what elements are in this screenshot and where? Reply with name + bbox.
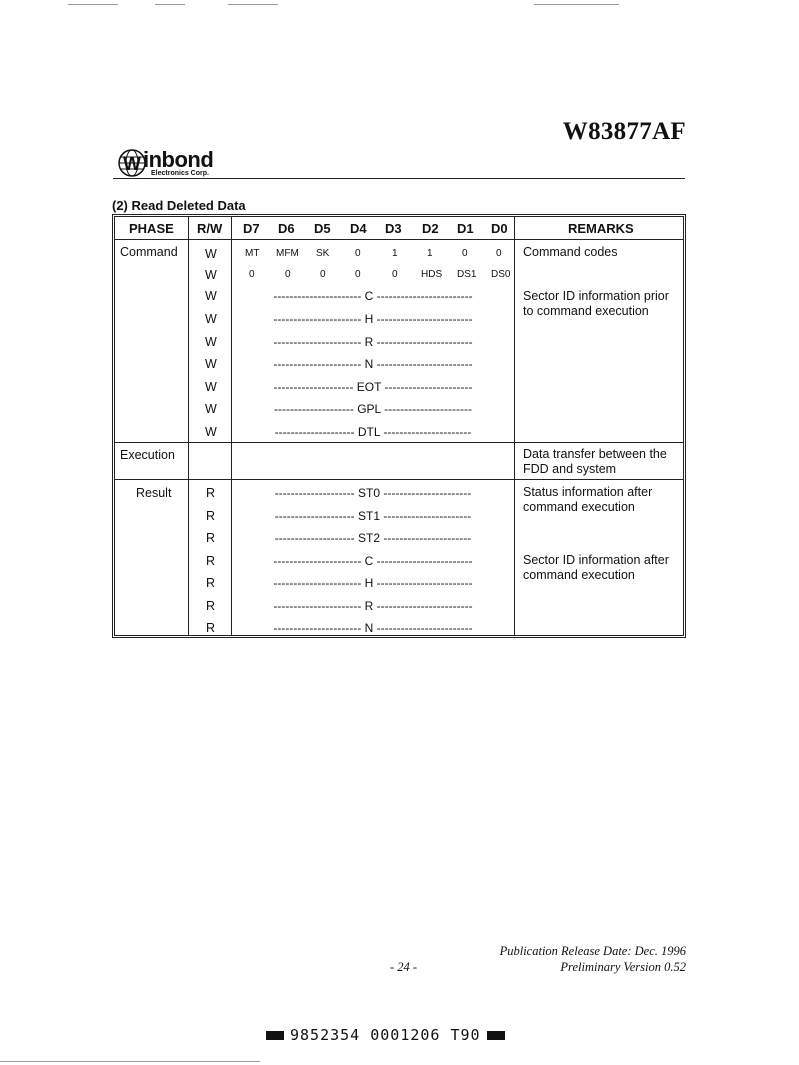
rw-result-7: R	[206, 621, 216, 635]
header-d7: D7	[243, 221, 260, 236]
scan-artifact-top-left	[68, 4, 118, 5]
scan-artifact-top-right	[534, 4, 619, 5]
release-date: Publication Release Date: Dec. 1996	[499, 944, 686, 958]
part-number: W83877AF	[562, 118, 686, 145]
bit-d5-row1: SK	[316, 248, 330, 259]
rw-command-9: W	[205, 425, 217, 439]
barcode-text: 9852354 0001206 T90	[290, 1026, 481, 1044]
remark-execution-2: FDD and system	[523, 462, 617, 476]
company-logo	[117, 148, 227, 182]
field-eot: -------------------- EOT ----------------------	[273, 380, 473, 394]
bit-d7-row2: 0	[249, 269, 255, 280]
col-divider-remarks	[514, 217, 515, 635]
bit-d3-row2: 0	[392, 269, 398, 280]
remark-status-2: command execution	[523, 500, 635, 514]
rw-command-3: W	[205, 289, 217, 303]
logo-initial: W	[123, 154, 141, 175]
rw-command-4: W	[205, 312, 217, 326]
remark-sector-after-1: Sector ID information after	[523, 553, 669, 567]
remark-status-1: Status information after	[523, 485, 653, 499]
barcode	[260, 1026, 511, 1044]
remark-sector-prior-1: Sector ID information prior	[523, 289, 669, 303]
header-d5: D5	[314, 221, 331, 236]
field-dtl: -------------------- DTL ----------------------	[274, 425, 472, 439]
barcode-block-right	[487, 1031, 505, 1040]
section-title: (2) Read Deleted Data	[112, 198, 246, 213]
row-divider-result	[115, 479, 683, 480]
scan-artifact-top-mid2	[228, 4, 278, 5]
rw-result-1: R	[206, 486, 216, 500]
remark-sector-prior-2: to command execution	[523, 304, 649, 318]
remark-command-codes: Command codes	[523, 245, 618, 259]
rw-command-5: W	[205, 335, 217, 349]
bit-d3-row1: 1	[392, 248, 398, 259]
header-d6: D6	[278, 221, 295, 236]
rw-command-2: W	[205, 268, 217, 282]
rw-result-4: R	[206, 554, 216, 568]
header-remarks: REMARKS	[568, 221, 634, 236]
bit-d0-row1: 0	[496, 248, 502, 259]
bit-d1-row2: DS1	[457, 269, 477, 280]
rw-command-8: W	[205, 402, 217, 416]
header-d1: D1	[457, 221, 474, 236]
header-phase: PHASE	[129, 221, 174, 236]
field-c: ---------------------- C ------------------------	[273, 289, 473, 303]
row-divider-execution	[115, 442, 683, 443]
bit-d5-row2: 0	[320, 269, 326, 280]
field-h: ---------------------- H ------------------------	[273, 312, 473, 326]
phase-result: Result	[136, 486, 172, 500]
version: Preliminary Version 0.52	[560, 960, 686, 974]
row-divider-header	[115, 239, 683, 240]
remark-sector-after-2: command execution	[523, 568, 635, 582]
rw-result-2: R	[206, 509, 216, 523]
header-d4: D4	[350, 221, 367, 236]
field-result-c: ---------------------- C ------------------------	[273, 554, 473, 568]
phase-execution: Execution	[120, 448, 175, 462]
field-r: ---------------------- R ------------------------	[273, 335, 473, 349]
bit-d6-row2: 0	[285, 269, 291, 280]
header-d2: D2	[422, 221, 439, 236]
rw-result-5: R	[206, 576, 216, 590]
rw-command-7: W	[205, 380, 217, 394]
header-rw: R/W	[197, 221, 223, 236]
phase-command: Command	[120, 245, 178, 259]
bit-d7-row1: MT	[245, 248, 260, 259]
bit-d2-row2: HDS	[421, 269, 443, 280]
rw-result-6: R	[206, 599, 216, 613]
bit-d0-row2: DS0	[491, 269, 511, 280]
field-result-r: ---------------------- R ------------------------	[273, 599, 473, 613]
field-st2: -------------------- ST2 ----------------------	[274, 531, 472, 545]
field-result-h: ---------------------- H ------------------------	[273, 576, 473, 590]
field-result-n: ---------------------- N ------------------------	[273, 621, 473, 635]
remark-execution-1: Data transfer between the	[523, 447, 667, 461]
rw-result-3: R	[206, 531, 216, 545]
rw-command-6: W	[205, 357, 217, 371]
field-gpl: -------------------- GPL ----------------------	[273, 402, 473, 416]
scan-artifact-bottom	[0, 1061, 260, 1062]
bit-d4-row2: 0	[355, 269, 361, 280]
scan-artifact-top-mid	[155, 4, 185, 5]
field-st0: -------------------- ST0 ----------------------	[274, 486, 472, 500]
header-rule	[113, 178, 685, 179]
page-number: - 24 -	[390, 960, 418, 974]
bit-d4-row1: 0	[355, 248, 361, 259]
bit-d6-row1: MFM	[276, 248, 299, 259]
header-d0: D0	[491, 221, 508, 236]
field-st1: -------------------- ST1 ----------------------	[274, 509, 472, 523]
field-n: ---------------------- N ------------------------	[273, 357, 473, 371]
bit-d1-row1: 0	[462, 248, 468, 259]
bit-d2-row1: 1	[427, 248, 433, 259]
rw-command-1: W	[205, 247, 217, 261]
col-divider-phase	[188, 217, 189, 635]
logo-subtitle: Electronics Corp.	[151, 170, 209, 177]
command-table	[112, 214, 686, 638]
barcode-block-left	[266, 1031, 284, 1040]
logo-wordmark: inbond	[143, 147, 214, 172]
header-d3: D3	[385, 221, 402, 236]
